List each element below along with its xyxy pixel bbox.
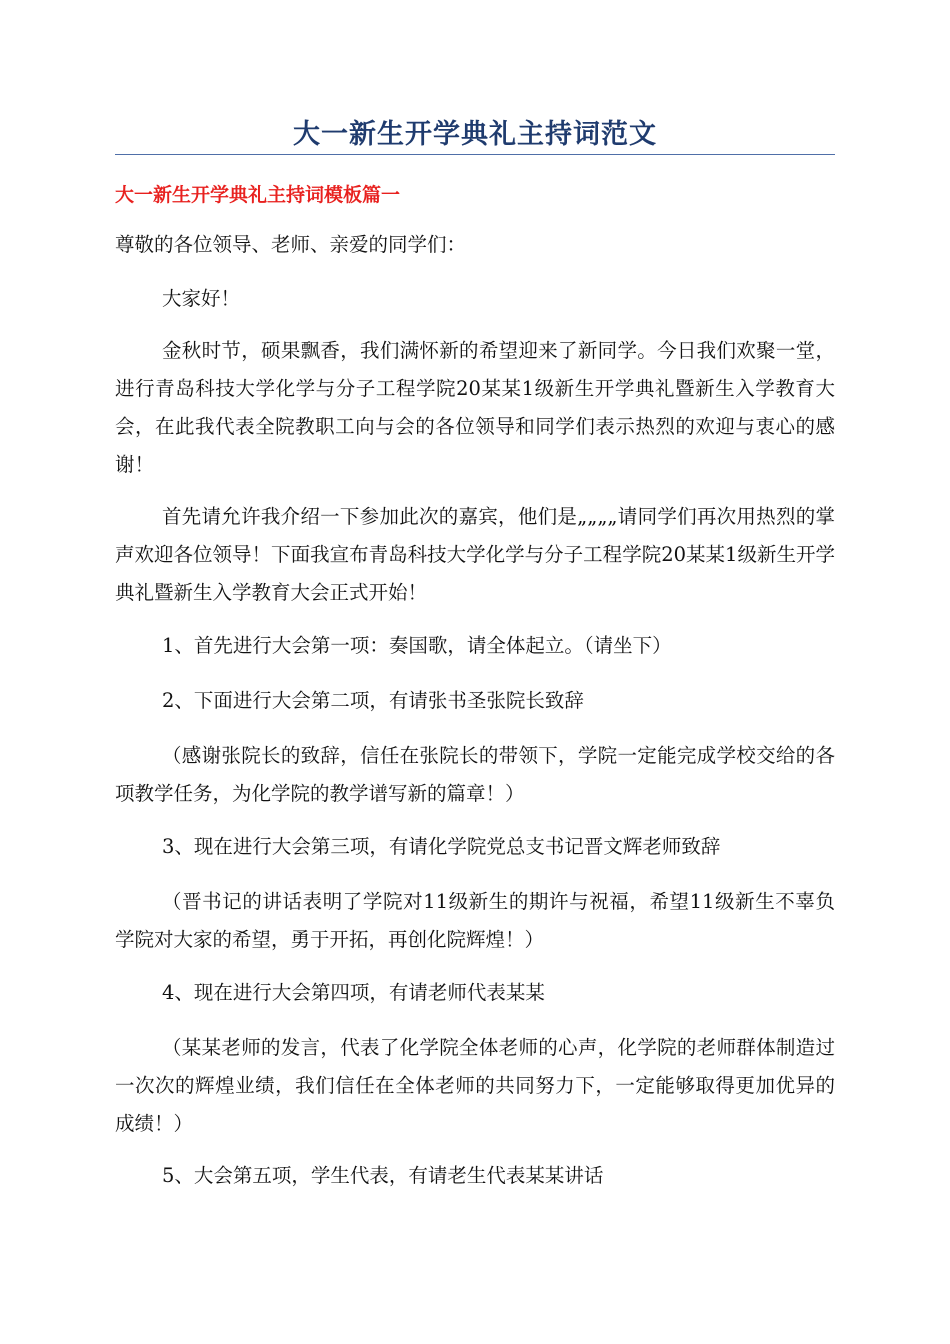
agenda-item-5: 5、大会第五项，学生代表，有请老生代表某某讲话 [162,1164,604,1187]
agenda-item-2-remark: （感谢张院长的致辞，信任在张院长的带领下，学院一定能完成学校交给的各项教学任务，为化学院的教学谱写新的篇章！） [115,744,835,805]
salutation-paragraph: 尊敬的各位领导、老师、亲爱的同学们： [115,233,467,256]
greeting-paragraph: 大家好！ [162,287,241,310]
agenda-item-4-remark: （某某老师的发言，代表了化学院全体老师的心声，化学院的老师群体制造过一次次的辉煌业绩，我们信任在全体老师的共同努力下，一定能够取得更加优异的成绩！） [115,1036,835,1135]
opening-paragraph: 金秋时节，硕果飘香，我们满怀新的希望迎来了新同学。今日我们欢聚一堂，进行青岛科技大学化学与分子工程学院20某某1级新生开学典礼暨新生入学教育大会，在此我代表全院教职工向与会的各位领导和同学们表示热烈的欢迎与衷心的感谢！ [115,339,835,476]
agenda-item-1: 1、首先进行大会第一项：奏国歌，请全体起立。（请坐下） [162,634,672,657]
document-title: 大一新生开学典礼主持词范文 [293,119,657,150]
title-underline [115,154,835,155]
agenda-item-3-remark: （晋书记的讲话表明了学院对11级新生的期许与祝福，希望11级新生不辜负学院对大家的希望，勇于开拓，再创化院辉煌！） [115,890,835,951]
guests-paragraph: 首先请允许我介绍一下参加此次的嘉宾，他们是„„„„请同学们再次用热烈的掌声欢迎各位领导！下面我宣布青岛科技大学化学与分子工程学院20某某1级新生开学典礼暨新生入学教育大会正式开始！ [115,505,835,604]
section-heading: 大一新生开学典礼主持词模板篇一 [115,184,401,206]
agenda-item-3: 3、现在进行大会第三项，有请化学院党总支书记晋文辉老师致辞 [162,835,721,858]
agenda-item-4: 4、现在进行大会第四项，有请老师代表某某 [162,981,545,1004]
agenda-item-2: 2、下面进行大会第二项，有请张书圣张院长致辞 [162,689,584,712]
